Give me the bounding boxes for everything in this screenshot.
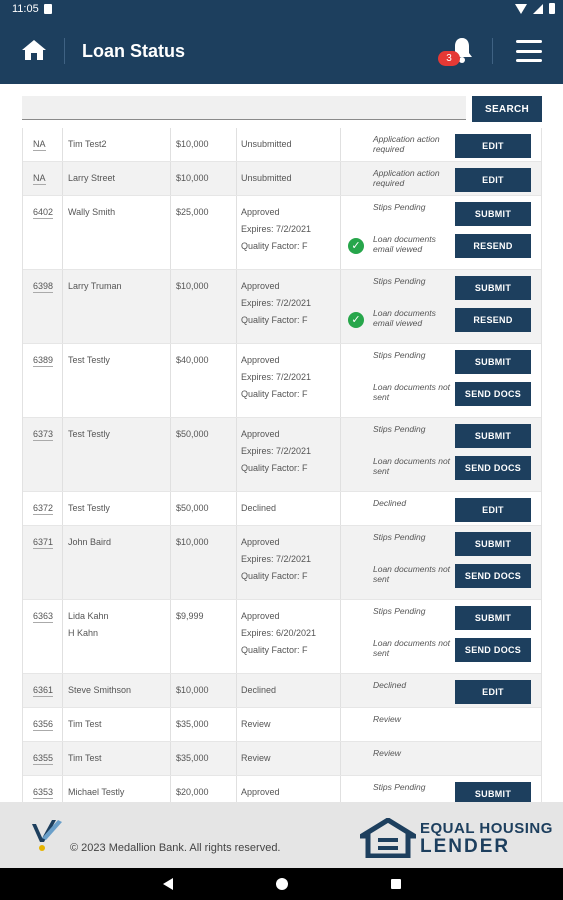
name-cell <box>63 674 171 707</box>
edit-button[interactable]: EDIT <box>455 168 531 192</box>
coapplicant-name: H Kahn <box>68 628 99 638</box>
submit-button[interactable]: SUBMIT <box>455 424 531 448</box>
id-cell <box>23 128 63 161</box>
loan-amount: $40,000 <box>176 355 209 365</box>
status-cell <box>237 742 341 775</box>
status-note: Declined <box>373 680 407 690</box>
home-nav-icon[interactable] <box>276 878 288 890</box>
ehl-line2: LENDER <box>420 836 511 857</box>
status-note: Stips Pending <box>373 350 426 360</box>
send-docs-button[interactable]: SEND DOCS <box>455 564 531 588</box>
status-text: Unsubmitted <box>241 139 292 149</box>
loan-amount: $50,000 <box>176 429 209 439</box>
loan-id-link[interactable]: 6398 <box>33 281 54 291</box>
loan-table <box>22 128 542 802</box>
amount-cell <box>171 776 237 802</box>
header-divider <box>492 38 493 64</box>
edit-button[interactable]: EDIT <box>455 498 531 522</box>
status-cell <box>237 708 341 741</box>
status-text: Approved <box>241 281 280 291</box>
edit-button[interactable]: EDIT <box>455 134 531 158</box>
status-note: Stips Pending <box>373 276 426 286</box>
applicant-name: Test Testly <box>68 355 110 365</box>
status-cell <box>237 418 341 491</box>
applicant-name: Wally Smith <box>68 207 116 217</box>
applicant-name: Lida Kahn <box>68 611 109 621</box>
name-cell <box>63 708 171 741</box>
status-note: Stips Pending <box>373 782 426 792</box>
table-row <box>23 162 542 196</box>
loan-amount: $9,999 <box>176 611 204 621</box>
send-docs-button[interactable]: SEND DOCS <box>455 382 531 406</box>
table-row <box>23 196 542 270</box>
status-text: Unsubmitted <box>241 173 292 183</box>
name-cell <box>63 128 171 161</box>
amount-cell <box>171 492 237 525</box>
equal-housing-lender-text <box>420 820 553 856</box>
status-note: Loan documents not sent <box>373 456 451 476</box>
status-note: Stips Pending <box>373 202 426 212</box>
applicant-name: Tim Test <box>68 753 102 763</box>
table-row <box>23 344 542 418</box>
loan-amount: $50,000 <box>176 503 209 513</box>
status-text: Declined <box>241 503 277 513</box>
loan-id-link[interactable]: 6402 <box>33 207 54 217</box>
status-note: Loan documents not sent <box>373 382 451 402</box>
send-docs-button[interactable]: SEND DOCS <box>455 638 531 662</box>
android-nav-bar <box>0 868 563 900</box>
name-cell <box>63 776 171 802</box>
back-icon[interactable] <box>163 878 173 890</box>
amount-cell <box>171 128 237 161</box>
id-cell <box>23 196 63 269</box>
status-text: Expires: 7/2/2021 <box>241 224 312 234</box>
id-cell <box>23 418 63 491</box>
status-note: Application action required <box>373 168 440 188</box>
applicant-name: Larry Truman <box>68 281 122 291</box>
status-text: Approved <box>241 537 280 547</box>
table-row <box>23 708 542 742</box>
status-text: Review <box>241 719 271 729</box>
submit-button[interactable]: SUBMIT <box>455 276 531 300</box>
name-cell <box>63 196 171 269</box>
id-cell <box>23 600 63 673</box>
recents-icon[interactable] <box>391 879 401 889</box>
loan-amount: $10,000 <box>176 537 209 547</box>
loan-id-link[interactable]: 6356 <box>33 719 54 729</box>
status-note: Review <box>373 748 401 758</box>
status-cell <box>237 196 341 269</box>
status-time: 11:05 <box>12 3 39 15</box>
submit-button[interactable]: SUBMIT <box>455 202 531 226</box>
amount-cell <box>171 600 237 673</box>
status-note: Stips Pending <box>373 532 426 542</box>
status-cell <box>237 270 341 343</box>
loan-id-link[interactable]: NA <box>33 139 46 149</box>
status-text: Approved <box>241 207 280 217</box>
status-text: Expires: 7/2/2021 <box>241 554 312 564</box>
loan-amount: $10,000 <box>176 685 209 695</box>
status-cell <box>237 600 341 673</box>
id-cell <box>23 344 63 417</box>
applicant-name: Steve Smithson <box>68 685 132 695</box>
page-title: Loan Status <box>82 41 186 61</box>
status-text: Expires: 6/20/2021 <box>241 628 317 638</box>
loan-id-link[interactable]: NA <box>33 173 46 183</box>
table-row <box>23 270 542 344</box>
table-row <box>23 600 542 674</box>
status-cell <box>237 526 341 599</box>
name-cell <box>63 162 171 195</box>
status-text: Quality Factor: F <box>241 571 308 581</box>
name-cell <box>63 418 171 491</box>
name-cell <box>63 600 171 673</box>
id-cell <box>23 162 63 195</box>
equal-housing-icon <box>360 818 416 858</box>
check-icon: ✓ <box>348 312 364 328</box>
status-text: Review <box>241 753 271 763</box>
footer <box>0 802 563 868</box>
search-button[interactable]: SEARCH <box>472 96 542 122</box>
status-text: Approved <box>241 429 280 439</box>
app-header <box>0 18 563 84</box>
applicant-name: Larry Street <box>68 173 116 183</box>
status-note: Review <box>373 714 401 724</box>
loan-id-link[interactable]: 6361 <box>33 685 54 695</box>
amount-cell <box>171 344 237 417</box>
status-note: Application action required <box>373 134 440 154</box>
submit-button[interactable]: SUBMIT <box>455 782 531 802</box>
status-text: Approved <box>241 787 280 797</box>
loan-id-link[interactable]: 6355 <box>33 753 54 763</box>
id-cell <box>23 270 63 343</box>
status-cell <box>237 344 341 417</box>
amount-cell <box>171 674 237 707</box>
id-cell <box>23 776 63 802</box>
applicant-name: Test Testly <box>68 503 110 513</box>
status-bar <box>0 0 563 18</box>
id-cell <box>23 674 63 707</box>
amount-cell <box>171 196 237 269</box>
id-cell <box>23 492 63 525</box>
applicant-name: Michael Testly <box>68 787 125 797</box>
status-cell <box>237 492 341 525</box>
status-text: Quality Factor: F <box>241 645 308 655</box>
loan-id-link[interactable]: 6371 <box>33 537 54 547</box>
amount-cell <box>171 270 237 343</box>
status-cell <box>237 674 341 707</box>
resend-button[interactable]: RESEND <box>455 234 531 258</box>
table-row <box>23 418 542 492</box>
status-note: Declined <box>373 498 407 508</box>
submit-button[interactable]: SUBMIT <box>455 606 531 630</box>
name-cell <box>63 270 171 343</box>
loan-amount: $10,000 <box>176 139 209 149</box>
amount-cell <box>171 162 237 195</box>
id-cell <box>23 708 63 741</box>
loan-amount: $10,000 <box>176 173 209 183</box>
status-note: Loan documents email viewed <box>373 308 436 328</box>
status-text: Quality Factor: F <box>241 241 308 251</box>
copyright-text: © 2023 Medallion Bank. All rights reserved. <box>70 842 281 854</box>
amount-cell <box>171 742 237 775</box>
status-text: Approved <box>241 355 280 365</box>
wifi-icon <box>515 4 527 14</box>
status-text: Quality Factor: F <box>241 389 308 399</box>
resend-button[interactable]: RESEND <box>455 308 531 332</box>
applicant-name: Test Testly <box>68 429 110 439</box>
applicant-name: Tim Test2 <box>68 139 107 149</box>
status-text: Expires: 7/2/2021 <box>241 446 312 456</box>
status-cell <box>237 776 341 802</box>
submit-button[interactable]: SUBMIT <box>455 532 531 556</box>
status-cell <box>237 128 341 161</box>
table-row <box>23 526 542 600</box>
loan-id-link[interactable]: 6363 <box>33 611 54 621</box>
amount-cell <box>171 708 237 741</box>
id-cell <box>23 742 63 775</box>
status-text: Approved <box>241 611 280 621</box>
home-icon[interactable] <box>20 38 48 62</box>
loan-id-link[interactable]: 6353 <box>33 787 54 797</box>
status-text: Expires: 7/2/2021 <box>241 372 312 382</box>
applicant-name: Tim Test <box>68 719 102 729</box>
search-input[interactable] <box>22 96 466 120</box>
loan-amount: $25,000 <box>176 207 209 217</box>
applicant-name: John Baird <box>68 537 112 547</box>
edit-button[interactable]: EDIT <box>455 680 531 704</box>
loan-id-link[interactable]: 6372 <box>33 503 54 513</box>
table-row <box>23 742 542 776</box>
status-icons <box>515 3 555 14</box>
battery-icon <box>549 3 555 14</box>
status-text: Quality Factor: F <box>241 463 308 473</box>
loan-amount: $20,000 <box>176 787 209 797</box>
notification-badge: 3 <box>438 51 460 66</box>
status-note: Loan documents email viewed <box>373 234 436 254</box>
status-text: Quality Factor: F <box>241 315 308 325</box>
table-row <box>23 492 542 526</box>
name-cell <box>63 344 171 417</box>
status-note: Stips Pending <box>373 424 426 434</box>
menu-icon[interactable] <box>516 40 542 62</box>
check-icon: ✓ <box>348 238 364 254</box>
status-text: Declined <box>241 685 277 695</box>
loan-id-link[interactable]: 6373 <box>33 429 54 439</box>
status-text: Expires: 7/2/2021 <box>241 298 312 308</box>
table-row <box>23 776 542 802</box>
loan-id-link[interactable]: 6389 <box>33 355 54 365</box>
medallion-logo <box>30 816 66 856</box>
loan-amount: $35,000 <box>176 753 209 763</box>
name-cell <box>63 526 171 599</box>
status-cell <box>237 162 341 195</box>
loan-amount: $35,000 <box>176 719 209 729</box>
submit-button[interactable]: SUBMIT <box>455 350 531 374</box>
status-note: Loan documents not sent <box>373 638 451 658</box>
id-cell <box>23 526 63 599</box>
amount-cell <box>171 418 237 491</box>
sd-card-icon <box>44 4 52 14</box>
loan-amount: $10,000 <box>176 281 209 291</box>
table-row <box>23 128 542 162</box>
name-cell <box>63 492 171 525</box>
ehl-line1: EQUAL HOUSING <box>420 820 553 837</box>
name-cell <box>63 742 171 775</box>
header-divider <box>64 38 65 64</box>
signal-icon <box>533 4 543 14</box>
status-note: Stips Pending <box>373 606 426 616</box>
send-docs-button[interactable]: SEND DOCS <box>455 456 531 480</box>
status-note: Loan documents not sent <box>373 564 451 584</box>
amount-cell <box>171 526 237 599</box>
table-row <box>23 674 542 708</box>
